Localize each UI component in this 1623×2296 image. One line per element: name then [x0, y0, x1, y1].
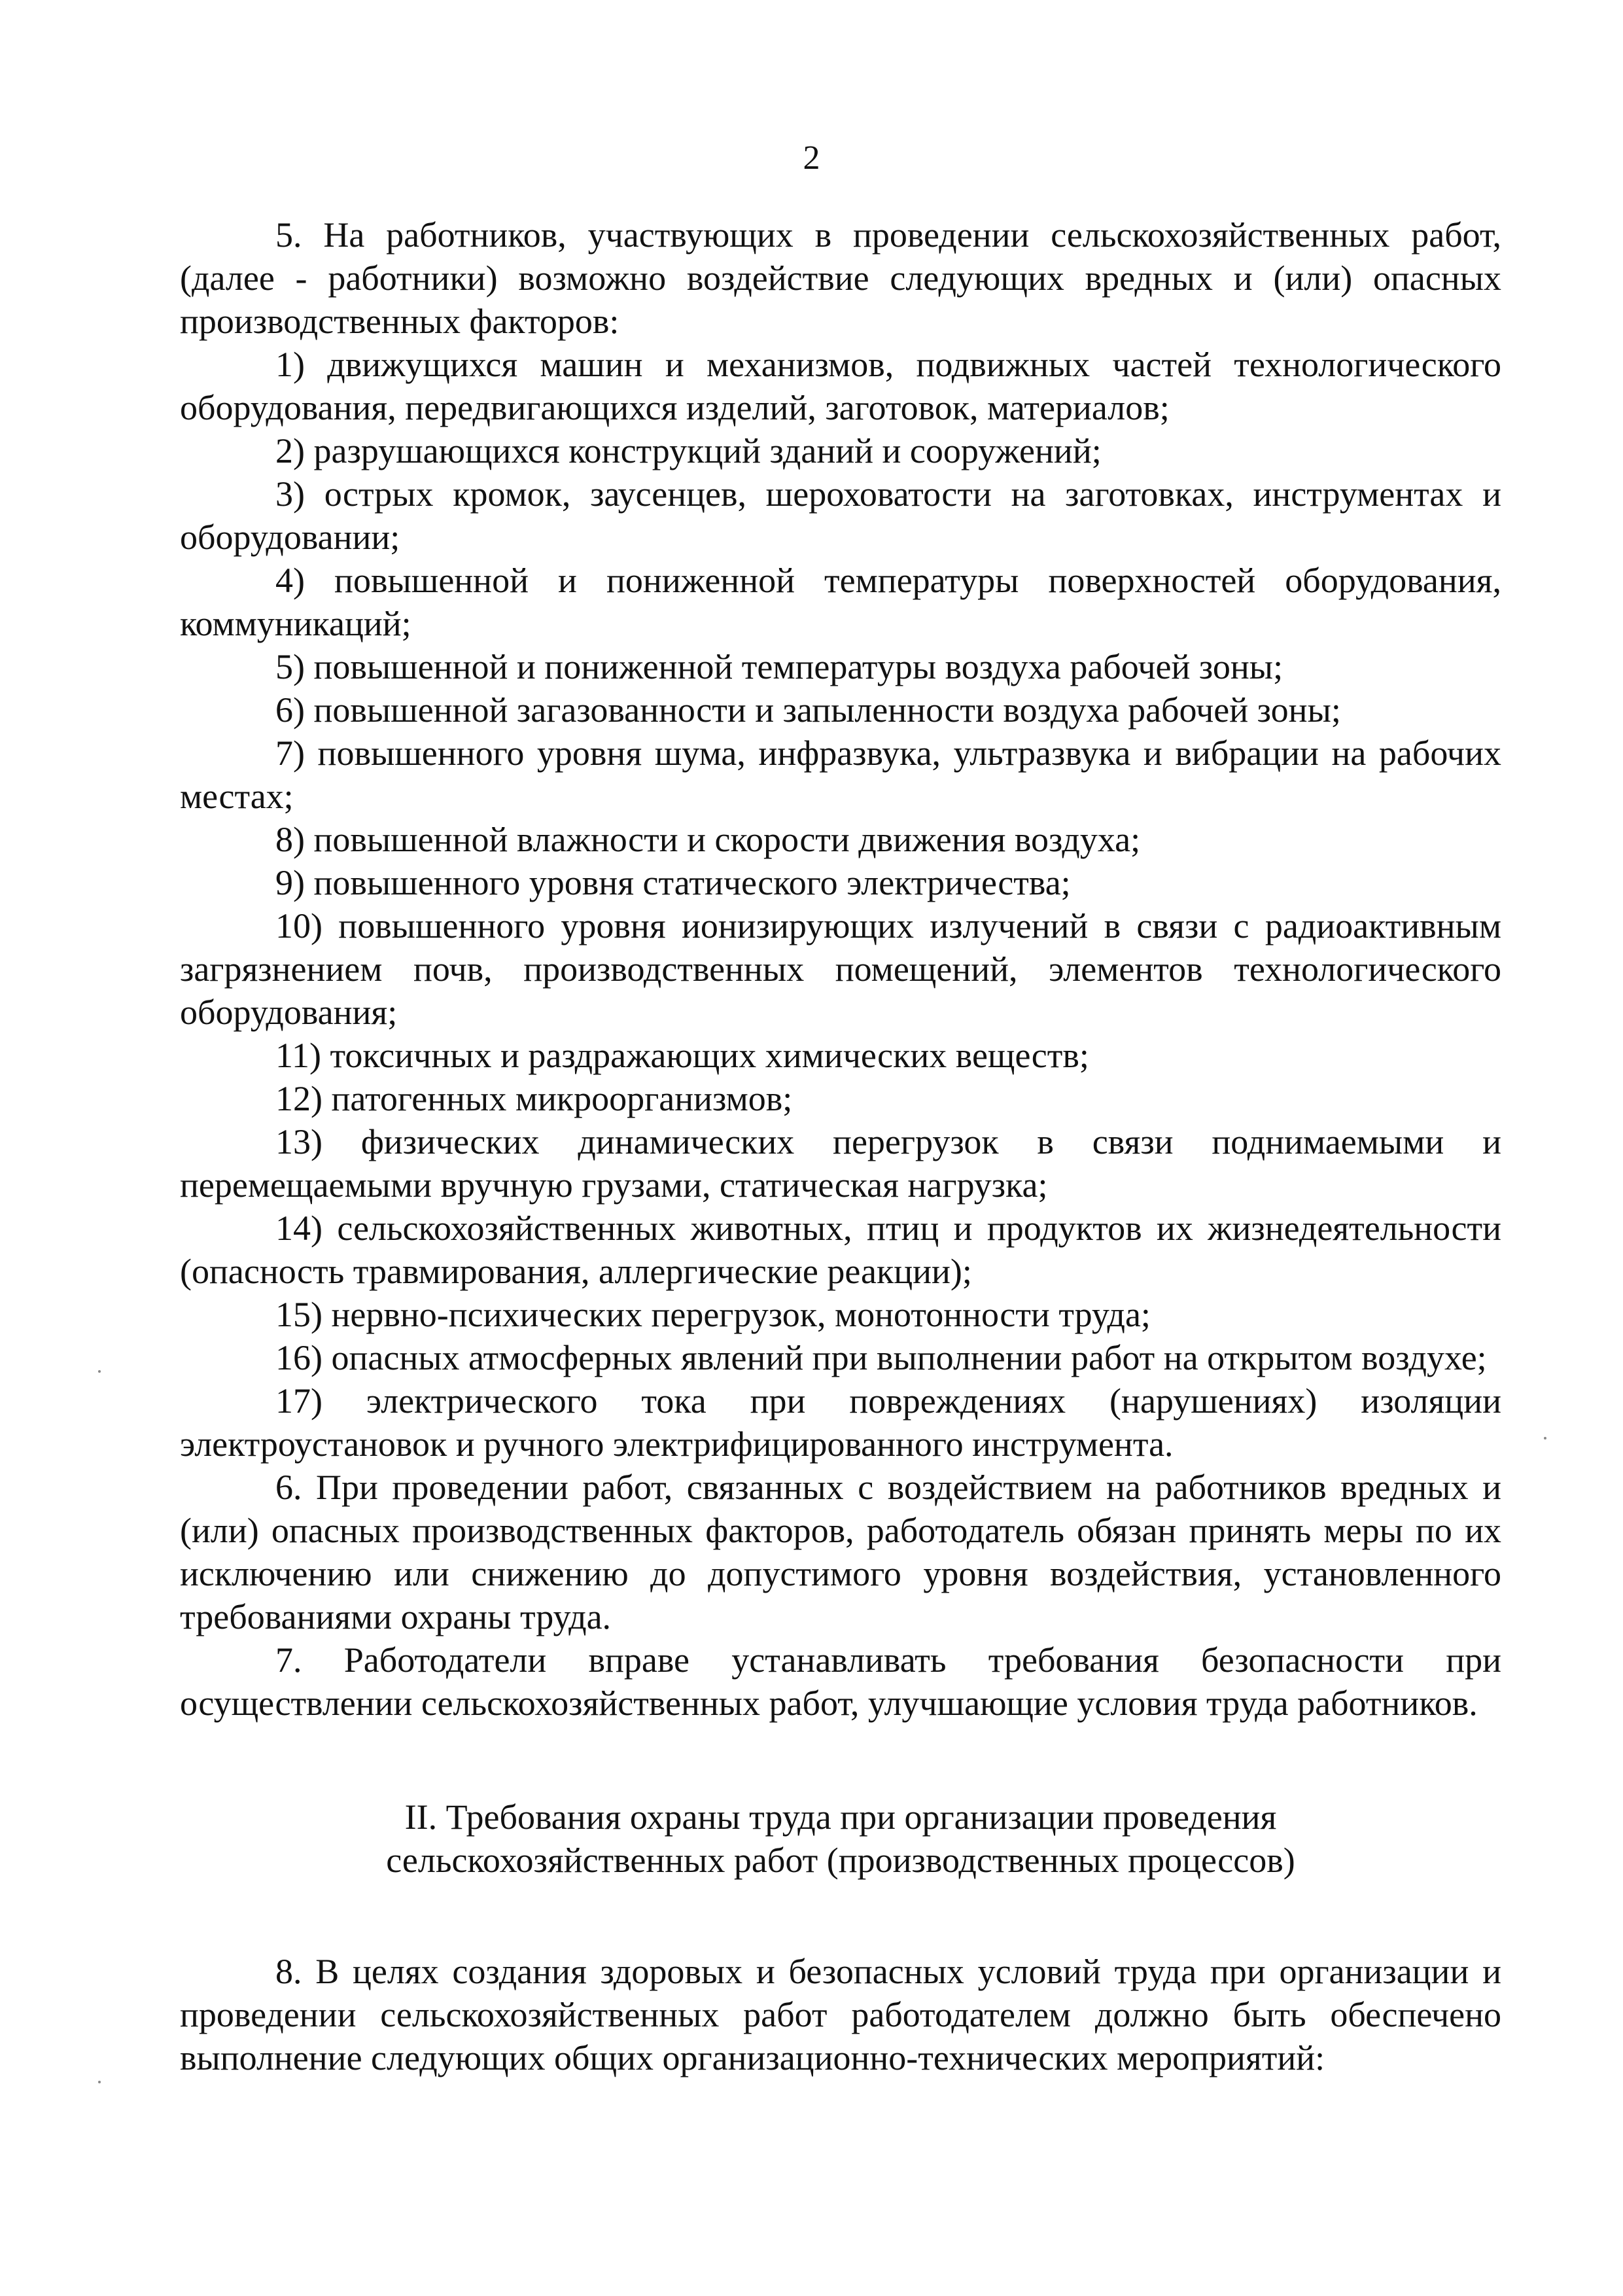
paragraph: 6. При проведении работ, связанных с воздействием на работников вредных и (или) опасных производственных факторов, работодатель обязан принять меры по их исключению или снижению до допустимого уровня воздействия, установленного требованиями охраны труда.: [180, 1468, 1501, 1636]
list-item: 8) повышенной влажности и скорости движения воздуха;: [275, 820, 1141, 859]
list-item: 14) сельскохозяйственных животных, птиц и продуктов их жизнедеятельности (опасность травмирования, аллергические реакции);: [180, 1209, 1501, 1291]
paragraph: 5. На работников, участвующих в проведении сельскохозяйственных работ, (далее - работники) возможно воздействие следующих вредных и (или) опасных производственных факторов:: [180, 215, 1501, 341]
list-item: 17) электрического тока при повреждениях (нарушениях) изоляции электроустановок и ручного электрифицированного инструмента.: [180, 1381, 1501, 1464]
page-number: 2: [803, 139, 820, 177]
paragraph: 8. В целях создания здоровых и безопасных условий труда при организации и проведении сельскохозяйственных работ работодателем должно быть обеспечено выполнение следующих общих организационно-технических мероприятий:: [180, 1952, 1501, 2077]
section-heading-line: II. Требования охраны труда при организации проведения: [404, 1797, 1277, 1837]
list-item: 6) повышенной загазованности и запыленности воздуха рабочей зоны;: [275, 690, 1341, 730]
paragraph: 7. Работодатели вправе устанавливать требования безопасности при осуществлении сельскохозяйственных работ, улучшающие условия труда работников.: [180, 1640, 1501, 1723]
list-item: 9) повышенного уровня статического электричества;: [275, 863, 1071, 902]
list-item: 2) разрушающихся конструкций зданий и сооружений;: [275, 431, 1102, 470]
section-heading: [180, 1795, 1501, 1882]
list-item: 15) нервно-психических перегрузок, монотонности труда;: [275, 1295, 1151, 1334]
list-item: 1) движущихся машин и механизмов, подвижных частей технологического оборудования, передвигающихся изделий, заготовок, материалов;: [180, 345, 1501, 427]
scan-speck: [98, 1370, 101, 1373]
list-item: 7) повышенного уровня шума, инфразвука, ультразвука и вибрации на рабочих местах;: [180, 733, 1501, 816]
list-item: 12) патогенных микроорганизмов;: [275, 1079, 793, 1118]
list-item: 10) повышенного уровня ионизирующих излучений в связи с радиоактивным загрязнением почв, производственных помещений, элементов технологического оборудования;: [180, 906, 1501, 1032]
list-item: 4) повышенной и пониженной температуры поверхностей оборудования, коммуникаций;: [180, 561, 1501, 643]
scan-speck: [98, 2081, 101, 2083]
section-heading-line: сельскохозяйственных работ (производственных процессов): [386, 1841, 1295, 1880]
list-item: 5) повышенной и пониженной температуры воздуха рабочей зоны;: [275, 647, 1283, 686]
document-body: [180, 213, 1501, 2079]
scan-speck: [1544, 1437, 1546, 1439]
list-item: 16) опасных атмосферных явлений при выполнении работ на открытом воздухе;: [275, 1338, 1487, 1377]
list-item: 13) физических динамических перегрузок в связи поднимаемыми и перемещаемыми вручную грузами, статическая нагрузка;: [180, 1122, 1501, 1205]
list-item: 11) токсичных и раздражающих химических веществ;: [275, 1036, 1089, 1075]
list-item: 3) острых кромок, заусенцев, шероховатости на заготовках, инструментах и оборудовании;: [180, 474, 1501, 557]
